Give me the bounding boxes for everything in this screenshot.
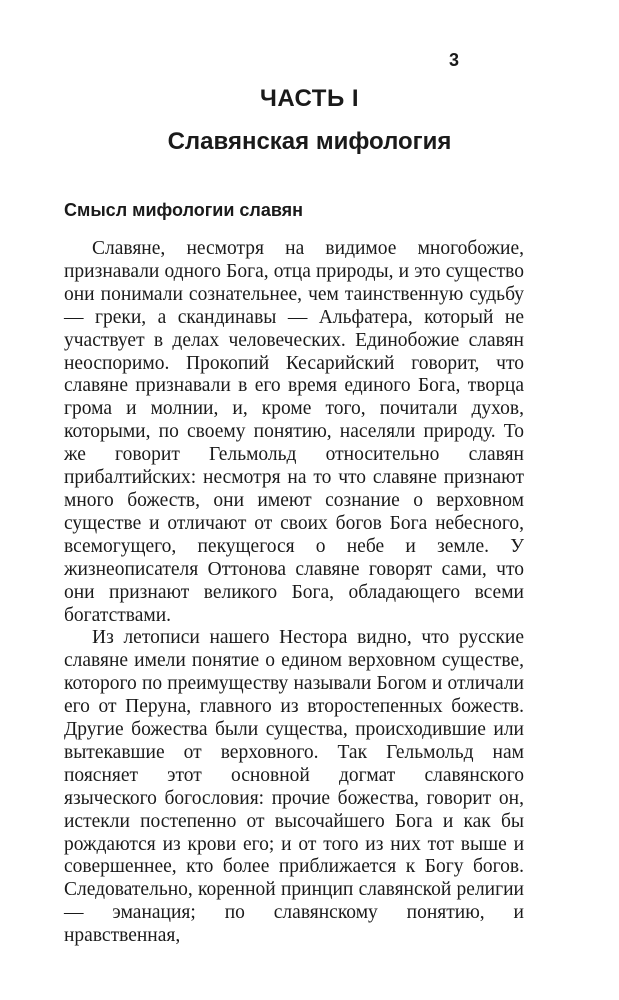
paragraph: Славяне, несмотря на видимое многобожие, признавали одного Бога, отца природы, и это существо они понимали сознательнее, чем таинственную судьбу — греки, а скандинавы — Альфатера, который не участвует в делах человеческих. Единобожие славян неоспоримо. Прокопий Кесарийский говорит, что славяне признавали в его время единого Бога, творца грома и молнии, и, кроме того, почитали духов, которыми, по своему понятию, населяли природу. То же говорит Гельмольд относительно славян прибалтийских: несмотря на то что славяне признают много божеств, они имеют сознание о верховном существе и отличают от своих богов Бога небесного, всемогущего, пекущегося о небе и земле. У жизнеописателя Оттонова славяне говорят сами, что они признают великого Бога, обладающего всеми богатствами. — [64, 238, 524, 626]
section-heading: Смысл мифологии славян — [64, 200, 304, 220]
book-title: Славянская мифология — [167, 128, 452, 155]
body-text — [64, 238, 524, 948]
paragraph: Из летописи нашего Нестора видно, что русские славяне имели понятие о едином верховном существе, которого по преимуществу называли Богом и отличали его от Перуна, главного из второстепенных божеств. Другие божества были существа, происходившие или вытекавшие от верховного. Так Гельмольд нам поясняет этот основной догмат славянского языческого богословия: прочие божества, говорит он, истекли постепенно от высочайшего Бога и как бы рождаются из крови его; и от того из них тот выше и совершеннее, кто более приближается к Богу богов. Следовательно, коренной принцип славянской религии — эманация; по славянскому понятию, и нравственная, — [64, 627, 524, 947]
part-title: ЧАСТЬ I — [259, 85, 360, 112]
page-number: 3 — [448, 50, 459, 70]
